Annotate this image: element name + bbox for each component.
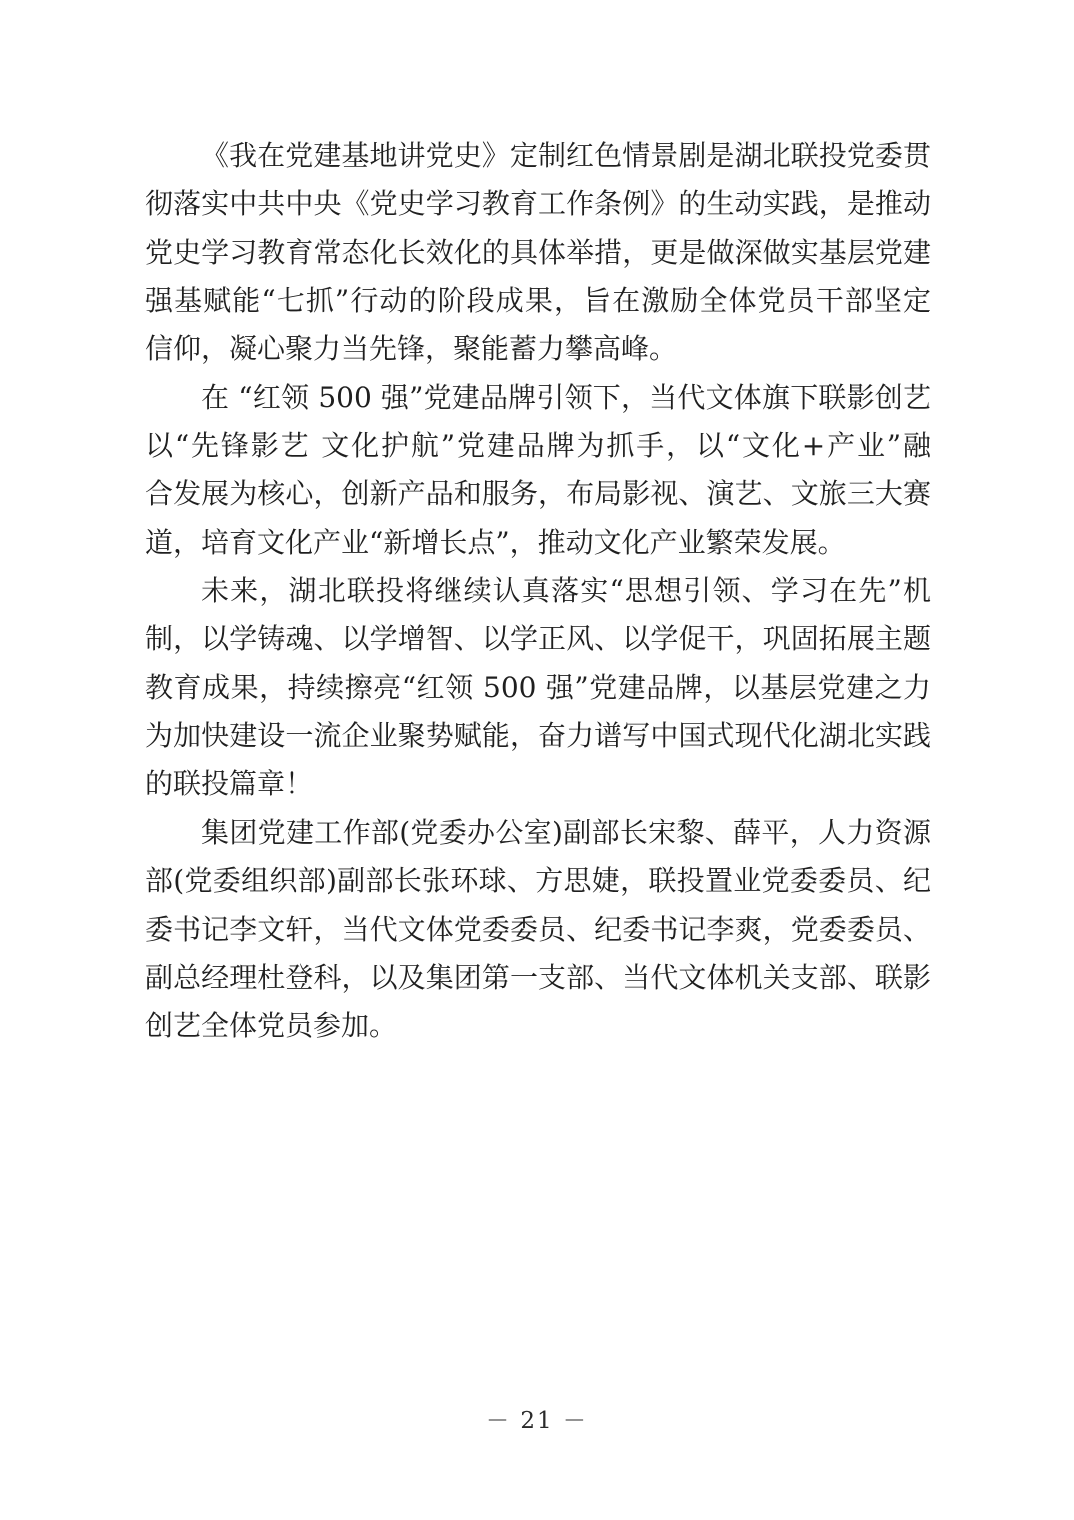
page-footer <box>0 1404 1074 1438</box>
paragraph <box>145 809 931 1051</box>
text-line: 为加快建设一流企业聚势赋能，奋力谱写中国式现代化湖北实践 <box>145 719 931 753</box>
text-line: 《我在党建基地讲党史》定制红色情景剧是湖北联投党委贯 <box>201 139 931 172</box>
text-line: 未来，湖北联投将继续认真落实“思想引领、学习在先”机 <box>201 574 931 608</box>
text-line: 副总经理杜登科，以及集团第一支部、当代文体机关支部、联影 <box>145 960 931 994</box>
text-line: 强基赋能“七抓”行动的阶段成果，旨在激励全体党员干部坚定 <box>145 284 931 318</box>
text-line: 部(党委组织部)副部长张环球、方思婕，联投置业党委委员、纪 <box>145 864 931 898</box>
text-line: 的联投篇章！ <box>145 767 314 801</box>
text-line: 委书记李文轩，当代文体党委委员、纪委书记李爽，党委委员、 <box>145 912 931 946</box>
text-line: 制，以学铸魂、以学增智、以学正风、以学促干，巩固拓展主题 <box>145 622 931 656</box>
text-line: 彻落实中共中央《党史学习教育工作条例》的生动实践，是推动 <box>145 187 931 221</box>
paragraph <box>145 132 931 374</box>
text-line: 集团党建工作部(党委办公室)副部长宋黎、薛平，人力资源 <box>201 815 931 849</box>
text-line: 合发展为核心，创新产品和服务，布局影视、演艺、文旅三大赛 <box>145 477 931 511</box>
text-line: 信仰，凝心聚力当先锋，聚能蓄力攀高峰。 <box>145 332 678 366</box>
text-line: 党史学习教育常态化长效化的具体举措，更是做深做实基层党建 <box>145 235 931 269</box>
text-line: 以“先锋影艺 文化护航”党建品牌为抓手，以“文化+产业”融 <box>145 429 931 463</box>
page-number: － 21 － <box>486 1408 588 1434</box>
text-line: 创艺全体党员参加。 <box>145 1009 398 1043</box>
text-line: 在 “红领 500 强”党建品牌引领下，当代文体旗下联影创艺 <box>201 380 931 414</box>
paragraph <box>145 567 931 809</box>
body-text <box>145 132 931 1051</box>
text-line: 道，培育文化产业“新增长点”，推动文化产业繁荣发展。 <box>145 525 846 559</box>
text-line: 教育成果，持续擦亮“红领 500 强”党建品牌，以基层党建之力 <box>145 670 931 704</box>
paragraph <box>145 374 931 567</box>
